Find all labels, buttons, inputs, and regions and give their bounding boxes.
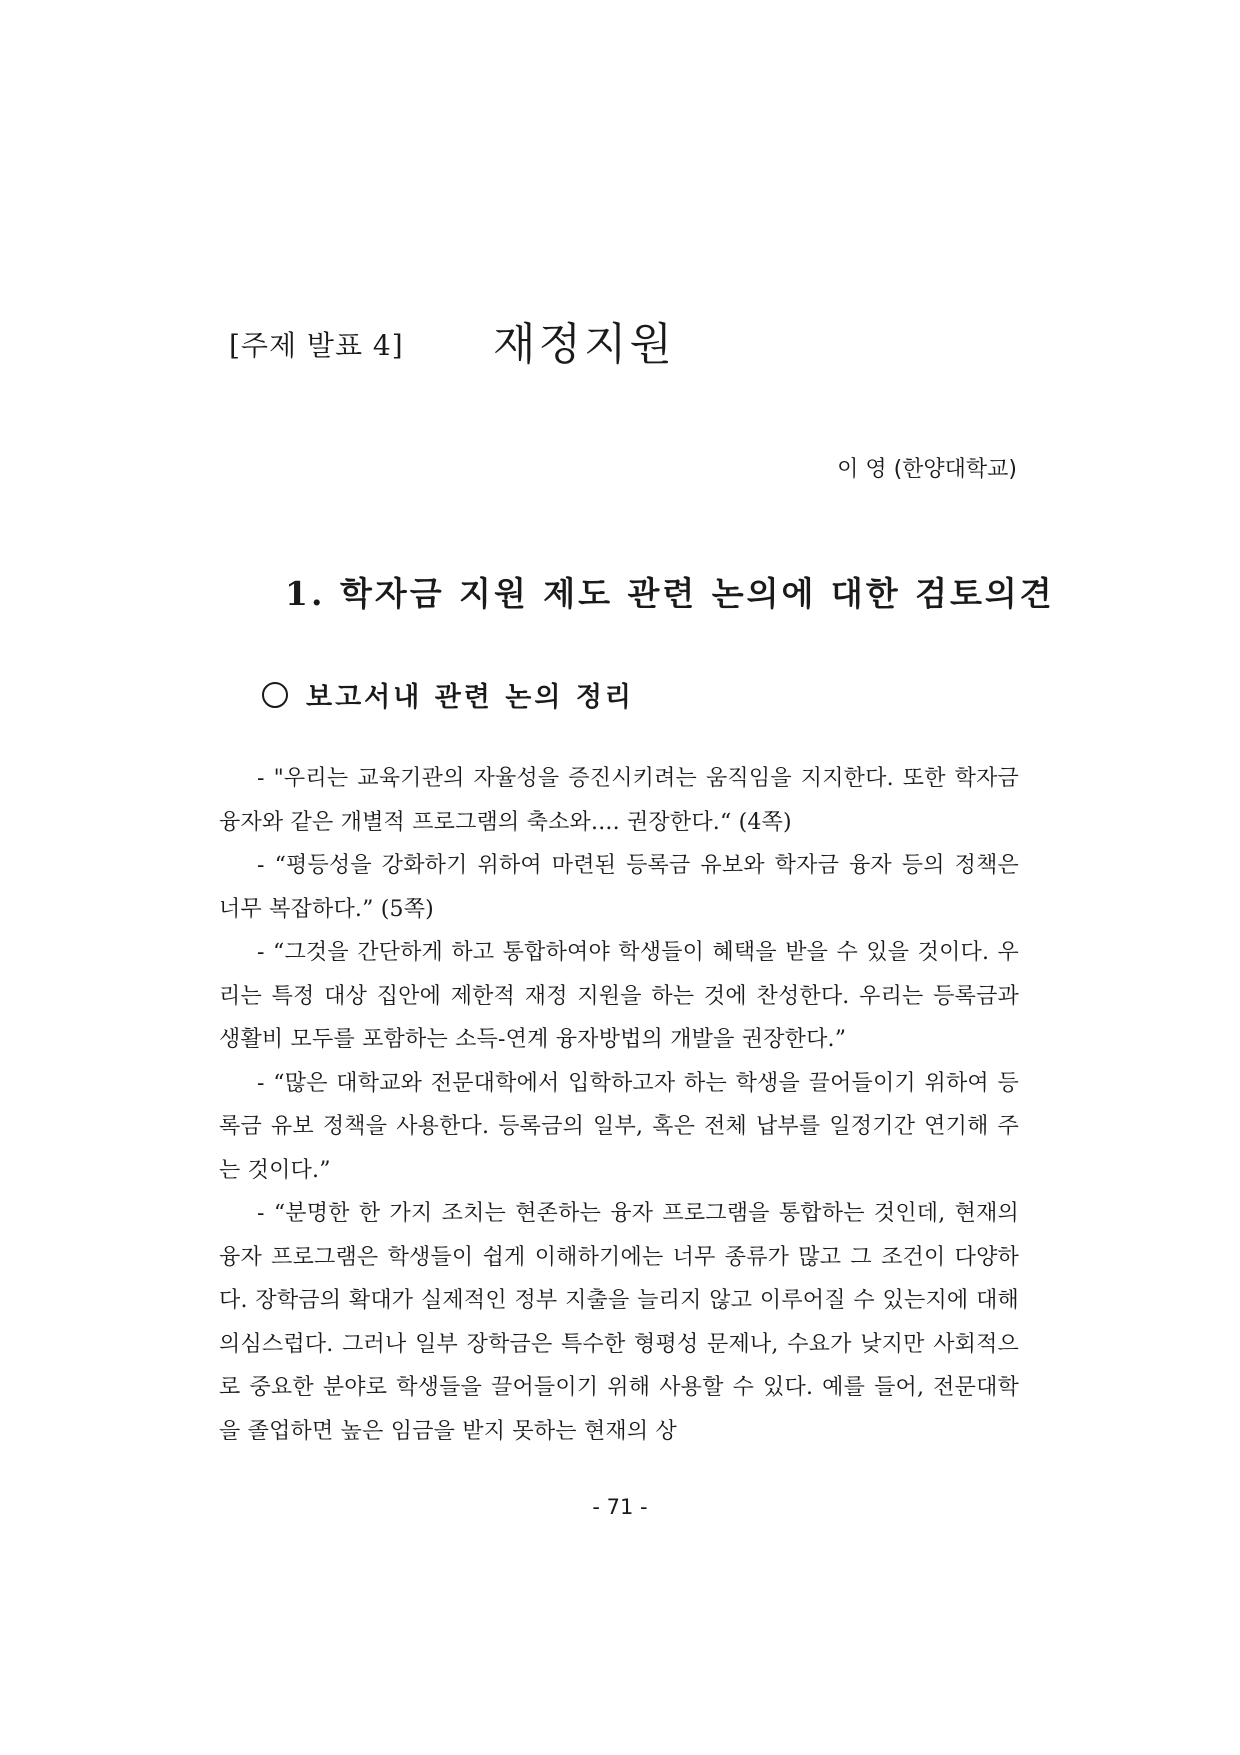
author-line: 이 영 (한양대학교) [837, 457, 1017, 482]
paragraph: - “분명한 한 가지 조치는 현존하는 융자 프로그램을 통합하는 것인데, 현재의 융자 프로그램은 학생들이 쉽게 이해하기에는 너무 종류가 많고 그 조건이 다양하다. 장학금의 확대가 실제적인 정부 지출을 늘리지 않고 이루어질 수 있는지에 대해 의심스럽다. 그러나 일부 장학금은 특수한 형평성 문제나, 수요가 낮지만 사회적으로 중요한 분야로 학생들을 끌어들이기 위해 사용할 수 있다. 예를 들어, 전문대학을 졸업하면 높은 임금을 받지 못하는 현재의 상 [219, 1201, 1019, 1444]
paragraph: - “평등성을 강화하기 위하여 마련된 등록금 유보와 학자금 융자 등의 정책은 너무 복잡하다.” (5쪽) [219, 853, 1019, 922]
subsection-heading-text: 보고서내 관련 논의 정리 [306, 682, 635, 713]
title-row [229, 300, 1029, 380]
paragraph: - "우리는 교육기관의 자율성을 증진시키려는 움직임을 지지한다. 또한 학자금 융자와 같은 개별적 프로그램의 축소와.... 권장한다.“ (4쪽) [219, 766, 1019, 835]
body-text [219, 757, 1019, 1453]
circle-icon [262, 682, 288, 708]
page-number: - 71 - [592, 1495, 648, 1519]
presentation-label: [주제 발표 4] [229, 329, 404, 362]
section-heading: 1. 학자금 지원 제도 관련 논의에 대한 검토의견 [285, 574, 1055, 613]
page-title: 재정지원 [493, 319, 676, 370]
paragraph: - “그것을 간단하게 하고 통합하여야 학생들이 혜택을 받을 수 있을 것이다. 우리는 특정 대상 집안에 제한적 재정 지원을 하는 것에 찬성한다. 우리는 등록금과 생활비 모두를 포함하는 소득-연계 융자방법의 개발을 권장한다.” [219, 940, 1019, 1052]
subsection-heading [262, 675, 634, 714]
paragraph: - “많은 대학교와 전문대학에서 입학하고자 하는 학생을 끌어들이기 위하여 등록금 유보 정책을 사용한다. 등록금의 일부, 혹은 전체 납부를 일정기간 연기해 주는 것이다.” [219, 1070, 1019, 1183]
